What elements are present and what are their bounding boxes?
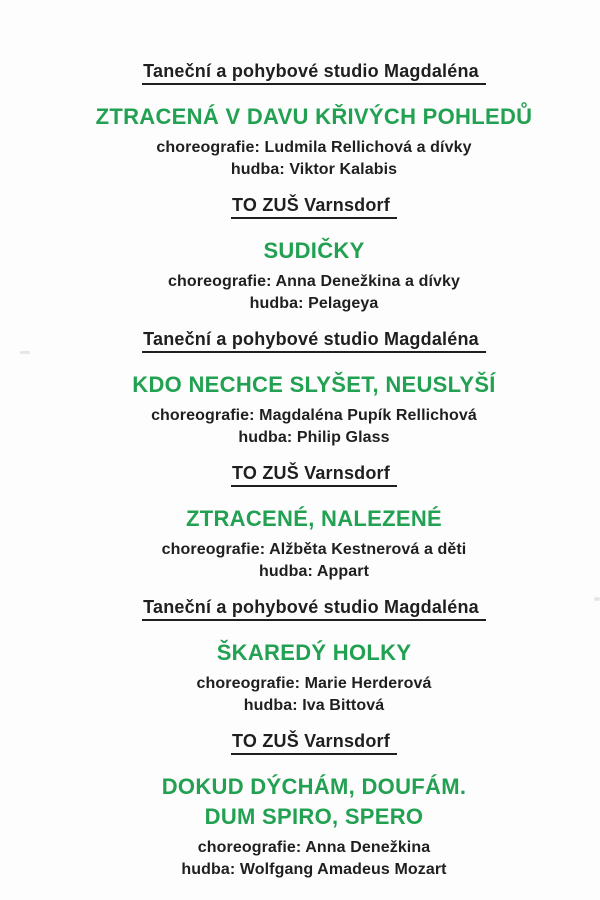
music-credit: hudba: Iva Bittová: [243, 697, 385, 714]
program-entry-1: [36, 61, 592, 181]
piece-title-line: SUDIČKY: [263, 238, 365, 263]
scan-artifact: [20, 351, 30, 354]
choreography-credit: choreografie: Anna Denežkina: [197, 839, 431, 856]
ensemble-row: [36, 61, 592, 85]
ensemble-row: [36, 463, 592, 487]
piece-title: [36, 772, 592, 832]
piece-title: [36, 236, 592, 266]
music-credit: hudba: Philip Glass: [238, 429, 390, 446]
choreography-credit: choreografie: Magdaléna Pupík Rellichová: [151, 407, 477, 424]
piece-title: [36, 638, 592, 668]
music-credit: hudba: Appart: [258, 563, 370, 580]
piece-title-line: DUM SPIRO, SPERO: [204, 804, 424, 829]
piece-title: [36, 102, 592, 132]
ensemble-name: TO ZUŠ Varnsdorf: [231, 463, 397, 487]
choreography-credit: choreografie: Alžběta Kestnerová a děti: [161, 541, 467, 558]
scan-artifact: [594, 597, 600, 601]
music-credit: hudba: Pelageya: [249, 295, 379, 312]
music-credit: hudba: Wolfgang Amadeus Mozart: [181, 861, 447, 878]
ensemble-name: TO ZUŠ Varnsdorf: [231, 195, 397, 219]
piece-title: [36, 370, 592, 400]
ensemble-row: [36, 195, 592, 219]
ensemble-name: Taneční a pohybové studio Magdaléna: [142, 329, 486, 353]
program-entry-2: [36, 195, 592, 315]
piece-title-line: ZTRACENÁ V DAVU KŘIVÝCH POHLEDŮ: [95, 104, 533, 129]
music-credit: hudba: Viktor Kalabis: [230, 161, 398, 178]
program-entry-3: [36, 329, 592, 449]
ensemble-row: [36, 731, 592, 755]
ensemble-row: [36, 329, 592, 353]
ensemble-name: Taneční a pohybové studio Magdaléna: [142, 61, 486, 85]
piece-title-line: ŠKAREDÝ HOLKY: [216, 640, 412, 665]
choreography-credit: choreografie: Marie Herderová: [196, 675, 432, 692]
piece-title-line: DOKUD DÝCHÁM, DOUFÁM.: [161, 774, 467, 799]
ensemble-name: Taneční a pohybové studio Magdaléna: [142, 597, 486, 621]
program-entry-5: [36, 597, 592, 717]
piece-title-line: ZTRACENÉ, NALEZENÉ: [186, 506, 442, 531]
choreography-credit: choreografie: Ludmila Rellichová a dívky: [156, 139, 472, 156]
piece-title-line: KDO NECHCE SLYŠET, NEUSLYŠÍ: [132, 372, 496, 397]
ensemble-row: [36, 597, 592, 621]
ensemble-name: TO ZUŠ Varnsdorf: [231, 731, 397, 755]
piece-title: [36, 504, 592, 534]
program-entry-6: [36, 731, 592, 881]
choreography-credit: choreografie: Anna Denežkina a dívky: [168, 273, 460, 290]
program-entry-4: [36, 463, 592, 583]
